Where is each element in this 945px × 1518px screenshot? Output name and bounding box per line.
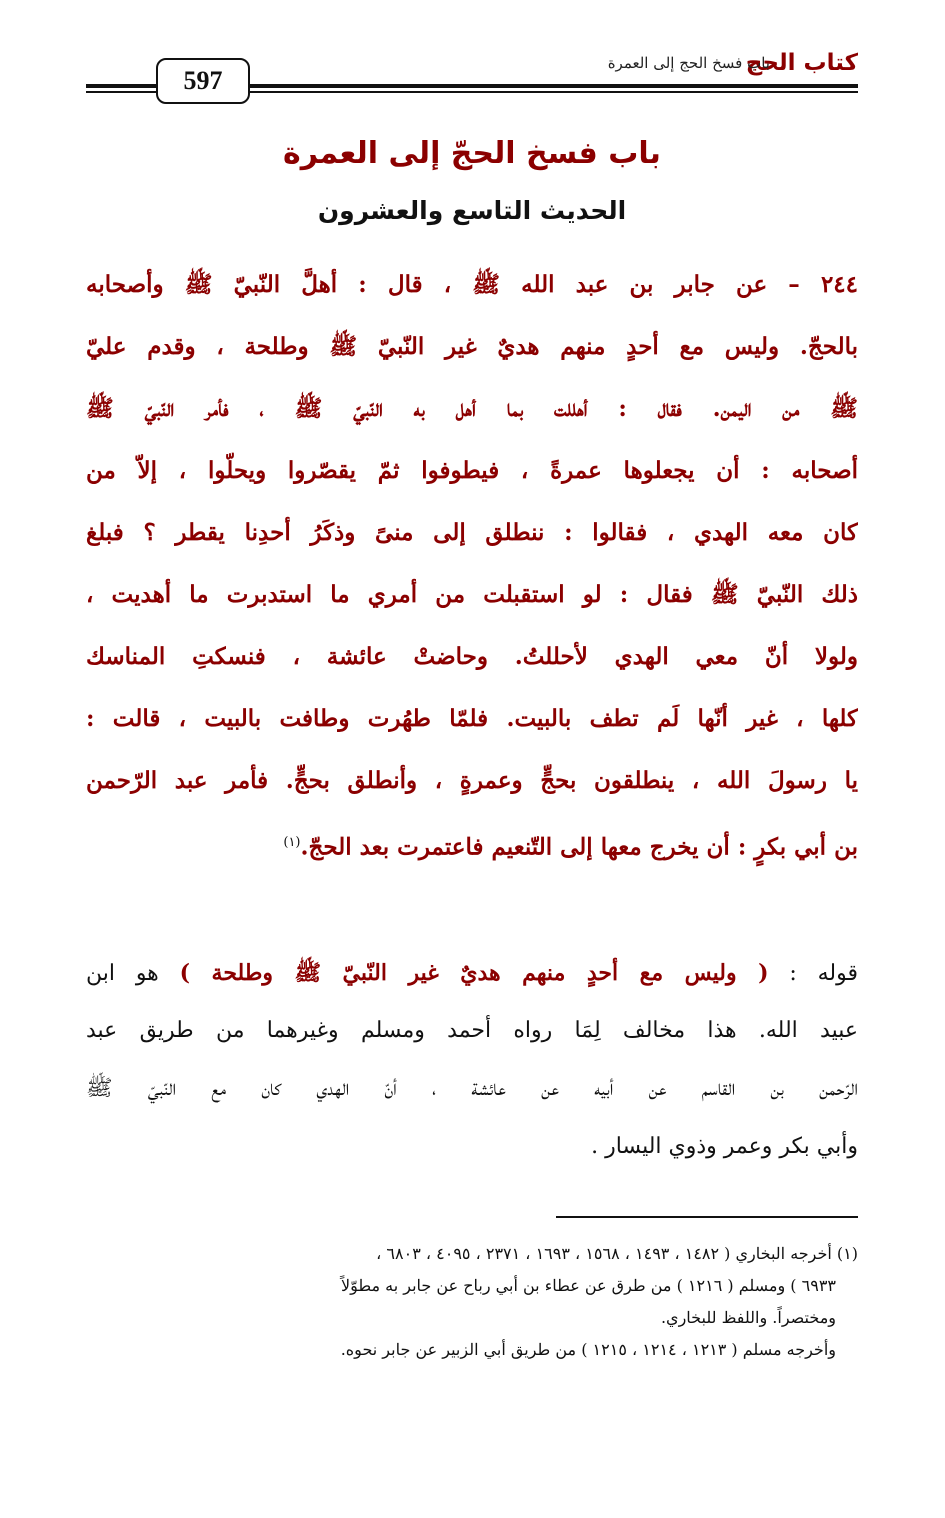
footnote-reference: (١) xyxy=(283,835,301,850)
running-header xyxy=(86,40,858,95)
footnote-line: ومختصراً. واللفظ للبخاري. xyxy=(660,1308,836,1327)
hadith-line: أصحابه : أن يجعلوها عمرةً ، فيطوفوا ثمّ يقصّروا ويحلّوا ، إلاّ من xyxy=(86,457,858,484)
commentary-line xyxy=(86,944,858,1002)
commentary-line: عبيد الله. هذا مخالف لِمَا رواه أحمد ومسلم وغيرهما من طريق عبد xyxy=(86,1018,858,1043)
footnote-line: ٦٩٣٣ ) ومسلم ( ١٢١٦ ) من طرق عن عطاء بن أبي رباح عن جابر به مطوّلاً xyxy=(340,1276,836,1295)
commentary-line: الرّحمن بن القاسم عن أبيه عن عائشة ، أنّ الهدي كان مع النّبيّ ﷺ xyxy=(86,1076,858,1101)
footnotes xyxy=(86,1238,858,1366)
hadith-line: بالحجّ. وليس مع أحدٍ منهم هديٌ غير النّبيّ ﷺ وطلحة ، وقدم عليّ xyxy=(86,333,858,360)
footnote-line: وأخرجه مسلم ( ١٢١٣ ، ١٢١٤ ، ١٢١٥ ) من طريق أبي الزبير عن جابر نحوه. xyxy=(340,1340,836,1359)
commentary-lead: قوله : xyxy=(768,961,858,986)
footnote-separator xyxy=(556,1216,858,1218)
hadith-line: ٢٤٤ – عن جابر بن عبد الله ﷺ ، قال : أهلَّ النّبيّ ﷺ وأصحابه xyxy=(86,271,858,298)
hadith-line: ﷺ من اليمن. فقال : أهللت بما أهل به النّبيّ ﷺ ، فأمر النّبيّ ﷺ xyxy=(86,395,858,422)
hadith-line-text: بن أبي بكرٍ : أن يخرج معها إلى التّنعيم فاعتمرت بعد الحجّ. xyxy=(300,833,858,861)
hadith-text xyxy=(86,254,858,874)
hadith-line: ولولا أنّ معي الهدي لأحللتُ. وحاضتْ عائشة ، فنسكتِ المناسك xyxy=(86,643,858,670)
page-number: 597 xyxy=(156,58,250,104)
hadith-line: كلها ، غير أنّها لَم تطف بالبيت. فلمّا طهُرت وطافت بالبيت ، قالت : xyxy=(86,705,858,732)
hadith-line: يا رسولَ الله ، ينطلقون بحجٍّ وعمرةٍ ، وأنطلق بحجٍّ. فأمر عبد الرّحمن xyxy=(86,767,858,794)
hadith-line: ذلك النّبيّ ﷺ فقال : لو استقبلت من أمري ما استدبرت ما أهديت ، xyxy=(86,581,858,608)
commentary-tail: هو ابن xyxy=(86,961,180,986)
running-header-chapter: باب فسخ الحج إلى العمرة xyxy=(607,54,770,72)
hadith-heading: الحديث التاسع والعشرون xyxy=(317,196,627,225)
chapter-title: باب فسخ الحجّ إلى العمرة xyxy=(283,136,661,171)
commentary-line: وأبي بكر وعمر وذوي اليسار . xyxy=(591,1134,858,1159)
running-header-book: كتاب الحج xyxy=(745,50,858,76)
commentary-quote: ( وليس مع أحدٍ منهم هديٌ غير النّبيّ ﷺ وطلحة ) xyxy=(179,960,769,986)
hadith-line-last xyxy=(86,812,858,874)
footnote-line: (١) أخرجه البخاري ( ١٤٨٢ ، ١٤٩٣ ، ١٥٦٨ ، ١٦٩٣ ، ٢٣٧١ ، ٤٠٩٥ ، ٦٨٠٣ ، xyxy=(376,1244,858,1263)
hadith-line: كان معه الهدي ، فقالوا : ننطلق إلى منىً وذكَرُ أحدِنا يقطر ؟ فبلغ xyxy=(86,519,858,546)
commentary-text xyxy=(86,944,858,1176)
